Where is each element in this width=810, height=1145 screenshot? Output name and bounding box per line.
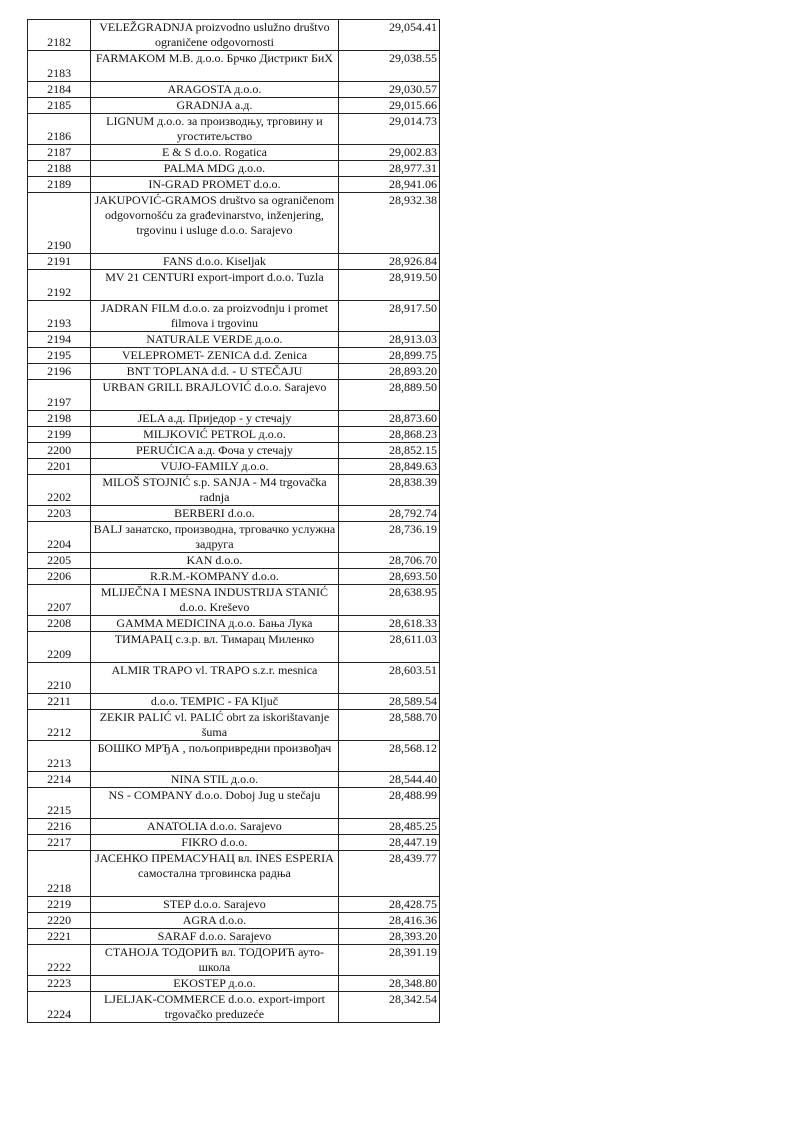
amount-value: 28,589.54 [338,694,439,710]
row-number: 2206 [28,569,91,585]
amount-value: 28,447.19 [338,835,439,851]
amount-value: 28,868.23 [338,427,439,443]
company-name: IN-GRAD PROMET d.o.o. [91,177,339,193]
row-number: 2212 [28,710,91,741]
company-name: NS - COMPANY d.o.o. Doboj Jug u stečaju [91,788,339,819]
table-row [28,788,440,819]
company-name: ТИМАРАЦ с.з.р. вл. Тимарац Миленко [91,632,339,663]
amount-value: 28,736.19 [338,522,439,553]
row-number: 2201 [28,459,91,475]
amount-value: 28,706.70 [338,553,439,569]
row-number: 2199 [28,427,91,443]
row-number: 2208 [28,616,91,632]
company-name: BNT TOPLANA d.d. - U STEČAJU [91,364,339,380]
table-row [28,364,440,380]
table-row [28,114,440,145]
table-row [28,772,440,788]
company-name: R.R.M.-KOMPANY d.o.o. [91,569,339,585]
amount-value: 28,428.75 [338,897,439,913]
company-name: JELA а.д. Приједор - у стечају [91,411,339,427]
amount-value: 28,873.60 [338,411,439,427]
row-number: 2224 [28,992,91,1023]
amount-value: 28,544.40 [338,772,439,788]
row-number: 2217 [28,835,91,851]
table-row [28,145,440,161]
amount-value: 28,792.74 [338,506,439,522]
company-name: SARAF d.o.o. Sarajevo [91,929,339,945]
amount-value: 28,849.63 [338,459,439,475]
amount-value: 28,638.95 [338,585,439,616]
company-name: FIKRO d.o.o. [91,835,339,851]
company-name: EKOSTEP д.о.о. [91,976,339,992]
amount-value: 28,618.33 [338,616,439,632]
company-name: FANS d.o.o. Kiseljak [91,254,339,270]
row-number: 2189 [28,177,91,193]
company-name: LJELJAK-COMMERCE d.o.o. export-import trgovačko preduzeće [91,992,339,1023]
amount-value: 28,588.70 [338,710,439,741]
amount-value: 29,015.66 [338,98,439,114]
amount-value: 29,014.73 [338,114,439,145]
company-name: JAKUPOVIĆ-GRAMOS društvo sa ograničenom odgovornošću za građevinarstvo, inženjering, trgovinu i usluge d.o.o. Sarajevo [91,193,339,254]
table-row [28,632,440,663]
amount-value: 28,899.75 [338,348,439,364]
row-number: 2219 [28,897,91,913]
table-row [28,411,440,427]
amount-value: 28,488.99 [338,788,439,819]
table-row [28,897,440,913]
company-name: STEP d.o.o. Sarajevo [91,897,339,913]
amount-value: 28,917.50 [338,301,439,332]
table-row [28,427,440,443]
amount-value: 28,926.84 [338,254,439,270]
table-row [28,98,440,114]
table-row [28,616,440,632]
amount-value: 28,391.19 [338,945,439,976]
company-name: E & S d.o.o. Rogatica [91,145,339,161]
table-row [28,569,440,585]
row-number: 2183 [28,51,91,82]
row-number: 2186 [28,114,91,145]
amount-value: 28,485.25 [338,819,439,835]
company-name: СТАНОЈА ТОДОРИЋ вл. ТОДОРИЋ ауто-школа [91,945,339,976]
company-name: KAN d.o.o. [91,553,339,569]
company-name: MILJKOVIĆ PETROL д.о.о. [91,427,339,443]
table-row [28,51,440,82]
row-number: 2216 [28,819,91,835]
company-name: PERUĆICA а.д. Фоча у стечају [91,443,339,459]
table-row [28,522,440,553]
company-name: JADRAN FILM d.o.o. za proizvodnju i promet filmova i trgovinu [91,301,339,332]
table-row [28,506,440,522]
table-row [28,177,440,193]
amount-value: 28,348.80 [338,976,439,992]
company-amount-table [27,19,440,1023]
row-number: 2196 [28,364,91,380]
company-name: ANATOLIA d.o.o. Sarajevo [91,819,339,835]
table-row [28,475,440,506]
row-number: 2203 [28,506,91,522]
row-number: 2210 [28,663,91,694]
amount-value: 28,393.20 [338,929,439,945]
company-name: MV 21 CENTURI export-import d.o.o. Tuzla [91,270,339,301]
table-row [28,819,440,835]
row-number: 2221 [28,929,91,945]
table-row [28,663,440,694]
table-row [28,835,440,851]
table-row [28,741,440,772]
amount-value: 28,913.03 [338,332,439,348]
row-number: 2185 [28,98,91,114]
row-number: 2207 [28,585,91,616]
amount-value: 28,416.36 [338,913,439,929]
amount-value: 29,002.83 [338,145,439,161]
table-row [28,553,440,569]
row-number: 2194 [28,332,91,348]
row-number: 2192 [28,270,91,301]
amount-value: 29,030.57 [338,82,439,98]
row-number: 2188 [28,161,91,177]
company-name: PALMA MDG д.о.о. [91,161,339,177]
amount-value: 28,852.15 [338,443,439,459]
table-row [28,459,440,475]
row-number: 2195 [28,348,91,364]
company-name: GRADNJA а.д. [91,98,339,114]
company-name: VELEŽGRADNJA proizvodno uslužno društvo ograničene odgovornosti [91,20,339,51]
amount-value: 28,568.12 [338,741,439,772]
row-number: 2209 [28,632,91,663]
company-name: БОШКО МРЂА , пољопривредни произвођач [91,741,339,772]
company-name: NATURALE VERDE д.о.о. [91,332,339,348]
company-name: MILOŠ STOJNIĆ s.p. SANJA - M4 trgovačka radnja [91,475,339,506]
row-number: 2202 [28,475,91,506]
table-row [28,710,440,741]
amount-value: 29,038.55 [338,51,439,82]
table-row [28,992,440,1023]
row-number: 2184 [28,82,91,98]
row-number: 2214 [28,772,91,788]
company-name: ARAGOSTA д.о.о. [91,82,339,98]
table-row [28,585,440,616]
amount-value: 29,054.41 [338,20,439,51]
amount-value: 28,838.39 [338,475,439,506]
company-name: VUJO-FAMILY д.о.о. [91,459,339,475]
table-row [28,270,440,301]
table-row [28,913,440,929]
table-row [28,443,440,459]
table-row [28,851,440,897]
row-number: 2205 [28,553,91,569]
table-row [28,976,440,992]
row-number: 2191 [28,254,91,270]
amount-value: 28,603.51 [338,663,439,694]
company-name: ALMIR TRAPO vl. TRAPO s.z.r. mesnica [91,663,339,694]
table-row [28,380,440,411]
table-body [28,20,440,1023]
amount-value: 28,919.50 [338,270,439,301]
amount-value: 28,977.31 [338,161,439,177]
table-row [28,348,440,364]
table-row [28,161,440,177]
row-number: 2215 [28,788,91,819]
company-name: AGRA d.o.o. [91,913,339,929]
amount-value: 28,893.20 [338,364,439,380]
company-name: ZEKIR PALIĆ vl. PALIĆ obrt za iskorištavanje šuma [91,710,339,741]
amount-value: 28,889.50 [338,380,439,411]
amount-value: 28,439.77 [338,851,439,897]
company-name: FARMAKOM M.B. д.о.о. Брчко Дистрикт БиХ [91,51,339,82]
company-name: BERBERI d.o.o. [91,506,339,522]
row-number: 2223 [28,976,91,992]
row-number: 2182 [28,20,91,51]
row-number: 2204 [28,522,91,553]
row-number: 2193 [28,301,91,332]
company-name: d.o.o. TEMPIC - FA Ključ [91,694,339,710]
amount-value: 28,611.03 [338,632,439,663]
table-row [28,694,440,710]
table-row [28,254,440,270]
table-row [28,20,440,51]
amount-value: 28,693.50 [338,569,439,585]
table-row [28,301,440,332]
row-number: 2222 [28,945,91,976]
table-row [28,332,440,348]
table-row [28,193,440,254]
company-name: LIGNUM д.о.о. за производњу, трговину и угоститељство [91,114,339,145]
company-name: VELEPROMET- ZENICA d.d. Zenica [91,348,339,364]
company-name: URBAN GRILL BRAJLOVIĆ d.o.o. Sarajevo [91,380,339,411]
amount-value: 28,932.38 [338,193,439,254]
row-number: 2211 [28,694,91,710]
table-row [28,929,440,945]
company-name: GAMMA MEDICINA д.о.о. Бања Лука [91,616,339,632]
amount-value: 28,342.54 [338,992,439,1023]
row-number: 2198 [28,411,91,427]
row-number: 2220 [28,913,91,929]
row-number: 2200 [28,443,91,459]
company-name: MLIJEČNA I MESNA INDUSTRIJA STANIĆ d.o.o. Kreševo [91,585,339,616]
company-name: NINA STIL д.о.о. [91,772,339,788]
row-number: 2213 [28,741,91,772]
row-number: 2218 [28,851,91,897]
company-name: BALJ занатско, производна, трговачко услужна задруга [91,522,339,553]
row-number: 2187 [28,145,91,161]
amount-value: 28,941.06 [338,177,439,193]
table-row [28,945,440,976]
company-name: ЈАСЕНКО ПРЕМАСУНАЦ вл. INES ESPERIA самостална трговинска радња [91,851,339,897]
table-row [28,82,440,98]
row-number: 2197 [28,380,91,411]
row-number: 2190 [28,193,91,254]
